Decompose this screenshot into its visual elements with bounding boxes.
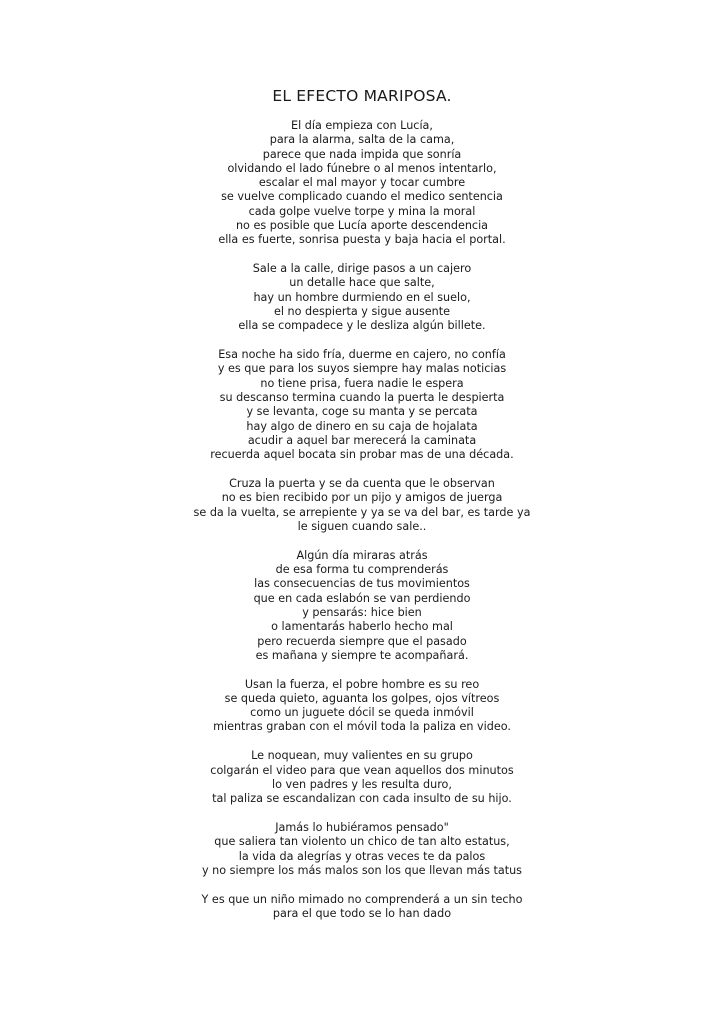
poem-line: Y es que un niño mimado no comprenderá a un sin techo xyxy=(201,892,523,906)
poem-line: y se levanta, coge su manta y se percata xyxy=(246,405,478,419)
stanza xyxy=(0,262,724,333)
poem-line: y pensarás: hice bien xyxy=(302,605,422,619)
stanza xyxy=(0,119,724,248)
poem-line: hay un hombre durmiendo en el suelo, xyxy=(253,290,471,304)
poem-line: ella es fuerte, sonrisa puesta y baja hacia el portal. xyxy=(218,233,506,247)
poem-line: y es que para los suyos siempre hay malas noticias xyxy=(217,362,507,376)
poem-line: Usan la fuerza, el pobre hombre es su reo xyxy=(244,677,480,691)
poem-line: su descanso termina cuando la puerta le despierta xyxy=(219,391,505,405)
poem-line: Sale a la calle, dirige pasos a un cajero xyxy=(252,262,472,276)
poem-line: un detalle hace que salte, xyxy=(289,276,435,290)
poem-line: pero recuerda siempre que el pasado xyxy=(257,634,467,648)
poem-line: es mañana y siempre te acompañará. xyxy=(255,648,469,662)
stanza xyxy=(0,477,724,534)
poem-line: no tiene prisa, fuera nadie le espera xyxy=(260,376,464,390)
poem-line: Esa noche ha sido fría, duerme en cajero, no confía xyxy=(218,348,506,362)
poem-line: mientras graban con el móvil toda la paliza en video. xyxy=(213,720,511,734)
poem-line: olvidando el lado fúnebre o al menos intentarlo, xyxy=(227,161,497,175)
poem-line: se queda quieto, aguanta los golpes, ojos vítreos xyxy=(224,691,500,705)
poem-title: EL EFECTO MARIPOSA. xyxy=(272,87,452,105)
stanza xyxy=(0,821,724,878)
poem-line: El día empieza con Lucía, xyxy=(291,119,433,132)
poem-line: ella se compadece y le desliza algún billete. xyxy=(238,319,486,333)
poem-line: lo ven padres y les resulta duro, xyxy=(272,777,452,791)
stanza xyxy=(0,348,724,462)
poem-line: parece que nada impida que sonría xyxy=(262,147,462,161)
stanza xyxy=(0,678,724,735)
poem-line: no es bien recibido por un pijo y amigos de juerga xyxy=(221,491,503,505)
poem-line: de esa forma tu comprenderás xyxy=(275,563,449,577)
poem-line: Algún día miraras atrás xyxy=(296,548,428,562)
poem-line: que en cada eslabón se van perdiendo xyxy=(253,591,471,605)
poem-line: recuerda aquel bocata sin probar mas de una década. xyxy=(210,448,514,462)
poem-line: se da la vuelta, se arrepiente y ya se va del bar, es tarde ya xyxy=(193,505,531,519)
poem-line: para la alarma, salta de la cama, xyxy=(269,133,455,147)
poem-line: colgarán el video para que vean aquellos dos minutos xyxy=(210,763,514,777)
poem-line: o lamentarás haberlo hecho mal xyxy=(271,620,453,634)
poem-line: que saliera tan violento un chico de tan alto estatus, xyxy=(214,835,510,849)
poem-line: Jamás lo hubiéramos pensado" xyxy=(275,820,449,834)
poem-line: como un juguete dócil se queda inmóvil xyxy=(250,706,474,720)
poem-line: hay algo de dinero en su caja de hojalata xyxy=(246,419,478,433)
poem-line: Cruza la puerta y se da cuenta que le observan xyxy=(229,477,495,491)
poem-line: escalar el mal mayor y tocar cumbre xyxy=(258,176,466,190)
stanza xyxy=(0,893,724,922)
poem-line: tal paliza se escandalizan con cada insulto de su hijo. xyxy=(212,792,512,806)
stanza xyxy=(0,549,724,663)
poem-line: el no despierta y sigue ausente xyxy=(273,305,451,319)
stanza xyxy=(0,749,724,806)
poem-line: cada golpe vuelve torpe y mina la moral xyxy=(248,204,476,218)
poem-line: las consecuencias de tus movimientos xyxy=(254,577,470,591)
poem-line: se vuelve complicado cuando el medico sentencia xyxy=(221,190,503,204)
poem-line: no es posible que Lucía aporte descendencia xyxy=(235,219,489,233)
poem-line: y no siempre los más malos son los que llevan más tatus xyxy=(201,863,523,877)
poem-body xyxy=(0,119,724,936)
poem-line: la vida da alegrías y otras veces te da palos xyxy=(238,849,486,863)
poem-line: le siguen cuando sale.. xyxy=(297,519,427,533)
poem-line: acudir a aquel bar merecerá la caminata xyxy=(247,433,477,447)
poem-line: para el que todo se lo han dado xyxy=(272,906,452,920)
poem-line: Le noquean, muy valientes en su grupo xyxy=(251,749,473,763)
